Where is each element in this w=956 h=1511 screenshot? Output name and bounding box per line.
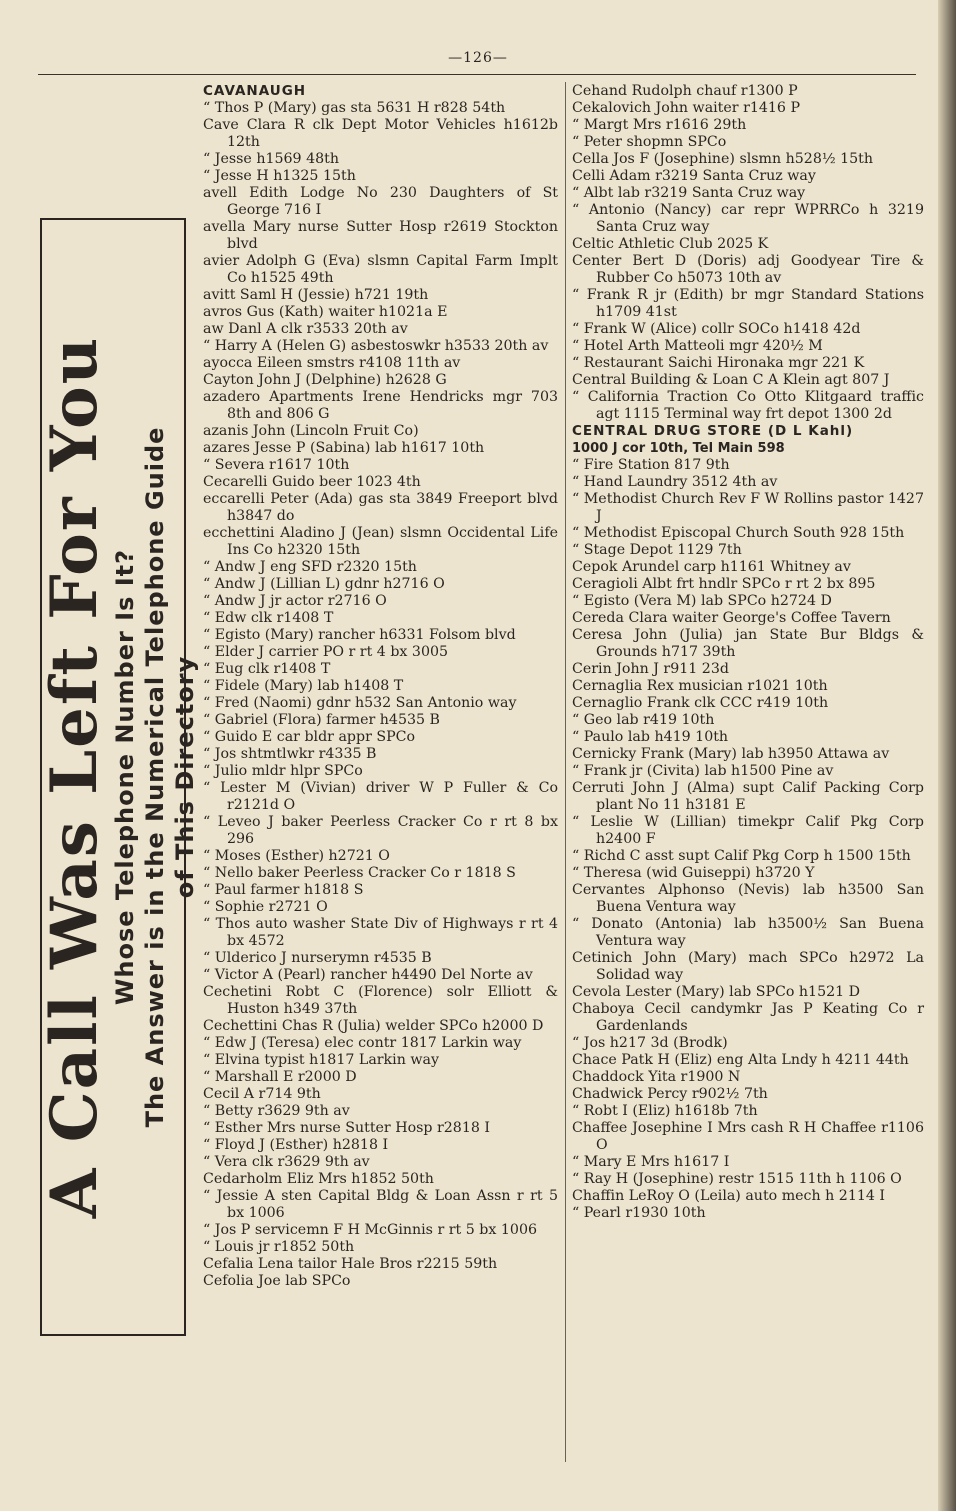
directory-entry: Celtic Athletic Club 2025 K <box>572 236 769 252</box>
directory-heading: CENTRAL DRUG STORE (D L Kahl) <box>572 423 854 439</box>
directory-entry: “ Methodist Church Rev F W Rollins pastor 1427 J <box>572 491 924 524</box>
directory-entry: ayocca Eileen smstrs r4108 11th av <box>203 355 461 371</box>
right-directory-column <box>572 83 924 1222</box>
directory-entry: Cechetini Robt C (Florence) solr Elliott & Huston h349 37th <box>203 984 558 1017</box>
directory-entry: Cervantes Alphonso (Nevis) lab h3500 San Buena Ventura way <box>572 882 924 915</box>
directory-entry: Chadwick Percy r902½ 7th <box>572 1086 768 1102</box>
page-number: —126— <box>448 50 508 66</box>
directory-entry: “ Ulderico J nurserymn r4535 B <box>203 950 432 966</box>
directory-entry: Ceresa John (Julia) jan State Bur Bldgs & Grounds h717 39th <box>572 627 924 660</box>
directory-entry: Central Building & Loan C A Klein agt 807 J <box>572 372 890 388</box>
directory-entry: “ Margt Mrs r1616 29th <box>572 117 747 133</box>
directory-entry: “ Jos P servicemn F H McGinnis r rt 5 bx 1006 <box>203 1222 537 1238</box>
directory-entry: “ Edw clk r1408 T <box>203 610 334 626</box>
directory-entry: “ Thos auto washer State Div of Highways r rt 4 bx 4572 <box>203 916 558 949</box>
directory-entry: “ Julio mldr hlpr SPCo <box>203 763 363 779</box>
directory-entry: “ Gabriel (Flora) farmer h4535 B <box>203 712 440 728</box>
directory-entry: “ Leslie W (Lillian) timekpr Calif Pkg Corp h2400 F <box>572 814 924 847</box>
directory-entry: Chaddock Yita r1900 N <box>572 1069 741 1085</box>
directory-entry: “ Fred (Naomi) gdnr h532 San Antonio way <box>203 695 517 711</box>
directory-entry: “ Frank R jr (Edith) br mgr Standard Stations h1709 41st <box>572 287 924 320</box>
directory-entry: “ Vera clk r3629 9th av <box>203 1154 370 1170</box>
telephone-guide-advertisement <box>37 218 199 1336</box>
directory-entry: “ Andw J (Lillian L) gdnr h2716 O <box>203 576 445 592</box>
directory-entry: “ Harry A (Helen G) asbestoswkr h3533 20th av <box>203 338 549 354</box>
directory-entry: “ Fire Station 817 9th <box>572 457 730 473</box>
directory-entry: “ Peter shopmn SPCo <box>572 134 727 150</box>
directory-entry: Cernicky Frank (Mary) lab h3950 Attawa av <box>572 746 890 762</box>
directory-entry: “ Esther Mrs nurse Sutter Hosp r2818 I <box>203 1120 491 1136</box>
directory-entry: “ Richd C asst supt Calif Pkg Corp h 1500 15th <box>572 848 911 864</box>
directory-entry: “ Andw J eng SFD r2320 15th <box>203 559 417 575</box>
directory-entry: “ Jesse h1569 48th <box>203 151 339 167</box>
directory-entry: avitt Saml H (Jessie) h721 19th <box>203 287 429 303</box>
directory-entry: “ Stage Depot 1129 7th <box>572 542 742 558</box>
directory-entry: Cevola Lester (Mary) lab SPCo h1521 D <box>572 984 861 1000</box>
directory-entry: Cefalia Lena tailor Hale Bros r2215 59th <box>203 1256 498 1272</box>
column-divider <box>565 82 566 1462</box>
directory-entry: Celli Adam r3219 Santa Cruz way <box>572 168 816 184</box>
directory-entry: avella Mary nurse Sutter Hosp r2619 Stockton blvd <box>203 219 558 252</box>
directory-entry: “ Jesse H h1325 15th <box>203 168 356 184</box>
directory-entry: Chaffin LeRoy O (Leila) auto mech h 2114 I <box>572 1188 886 1204</box>
directory-entry: “ Marshall E r2000 D <box>203 1069 357 1085</box>
ad-headline: A Call Was Left For You <box>37 335 112 1219</box>
directory-entry: “ Louis jr r1852 50th <box>203 1239 355 1255</box>
directory-entry: “ Jos shtmtlwkr r4335 B <box>203 746 377 762</box>
header-rule <box>38 74 916 75</box>
directory-entry: Cedarholm Eliz Mrs h1852 50th <box>203 1171 434 1187</box>
directory-entry: Cerruti John J (Alma) supt Calif Packing Corp plant No 11 h3181 E <box>572 780 924 813</box>
directory-entry: “ Methodist Episcopal Church South 928 15th <box>572 525 905 541</box>
directory-entry: “ Hotel Arth Matteoli mgr 420½ M <box>572 338 823 354</box>
directory-entry: “ Edw J (Teresa) elec contr 1817 Larkin way <box>203 1035 522 1051</box>
directory-entry: “ Donato (Antonia) lab h3500½ San Buena Ventura way <box>572 916 924 949</box>
directory-entry: “ Geo lab r419 10th <box>572 712 715 728</box>
directory-entry: Cayton John J (Delphine) h2628 G <box>203 372 447 388</box>
directory-entry: “ Restaurant Saichi Hironaka mgr 221 K <box>572 355 865 371</box>
directory-entry: “ Elvina typist h1817 Larkin way <box>203 1052 439 1068</box>
directory-entry: Cehand Rudolph chauf r1300 P <box>572 83 798 99</box>
directory-entry: “ Eug clk r1408 T <box>203 661 331 677</box>
directory-entry: Chaffee Josephine I Mrs cash R H Chaffee r1106 O <box>572 1120 924 1153</box>
directory-entry: “ Ray H (Josephine) restr 1515 11th h 1106 O <box>572 1171 902 1187</box>
directory-entry: ecchettini Aladino J (Jean) slsmn Occidental Life Ins Co h2320 15th <box>203 525 558 558</box>
directory-entry: “ Egisto (Vera M) lab SPCo h2724 D <box>572 593 832 609</box>
directory-entry: Cernaglia Rex musician r1021 10th <box>572 678 828 694</box>
directory-entry: avros Gus (Kath) waiter h1021a E <box>203 304 448 320</box>
directory-entry: “ Pearl r1930 10th <box>572 1205 706 1221</box>
directory-entry: “ Severa r1617 10th <box>203 457 350 473</box>
directory-heading: 1000 J cor 10th, Tel Main 598 <box>572 441 785 456</box>
directory-entry: “ Albt lab r3219 Santa Cruz way <box>572 185 806 201</box>
directory-entry: “ Paulo lab h419 10th <box>572 729 729 745</box>
directory-entry: azanis John (Lincoln Fruit Co) <box>203 423 419 439</box>
directory-entry: “ California Traction Co Otto Klitgaard traffic agt 1115 Terminal way frt depot 1300 2d <box>572 389 924 422</box>
directory-entry: “ Leveo J baker Peerless Cracker Co r rt 8 bx 296 <box>203 814 558 847</box>
directory-entry: Cechettini Chas R (Julia) welder SPCo h2000 D <box>203 1018 544 1034</box>
directory-heading: CAVANAUGH <box>203 83 307 99</box>
directory-entry: Cetinich John (Mary) mach SPCo h2972 La Solidad way <box>572 950 924 983</box>
directory-entry: azadero Apartments Irene Hendricks mgr 703 8th and 806 G <box>203 389 558 422</box>
directory-entry: Cernaglio Frank clk CCC r419 10th <box>572 695 829 711</box>
directory-entry: avier Adolph G (Eva) slsmn Capital Farm Implt Co h1525 49th <box>203 253 558 286</box>
directory-entry: Cepok Arundel carp h1161 Whitney av <box>572 559 851 575</box>
directory-entry: Cereda Clara waiter George's Coffee Tavern <box>572 610 891 626</box>
directory-entry: “ Nello baker Peerless Cracker Co r 1818 S <box>203 865 516 881</box>
directory-entry: “ Victor A (Pearl) rancher h4490 Del Norte av <box>203 967 533 983</box>
left-directory-column <box>203 83 558 1290</box>
directory-entry: Chace Patk H (Eliz) eng Alta Lndy h 4211 44th <box>572 1052 909 1068</box>
ad-subheadline: Whose Telephone Number Is It? <box>111 548 139 1006</box>
directory-entry: “ Andw J jr actor r2716 O <box>203 593 387 609</box>
directory-entry: “ Guido E car bldr appr SPCo <box>203 729 416 745</box>
directory-entry: “ Lester M (Vivian) driver W P Fuller & Co r2121d O <box>203 780 558 813</box>
advertisement-text-rotated <box>37 232 199 1322</box>
directory-entry: “ Mary E Mrs h1617 I <box>572 1154 730 1170</box>
directory-entry: “ Floyd J (Esther) h2818 I <box>203 1137 389 1153</box>
directory-entry: Chaboya Cecil candymkr Jas P Keating Co r Gardenlands <box>572 1001 924 1034</box>
directory-entry: Ceragioli Albt frt hndlr SPCo r rt 2 bx 895 <box>572 576 876 592</box>
directory-entry: “ Betty r3629 9th av <box>203 1103 350 1119</box>
directory-entry: “ Sophie r2721 O <box>203 899 328 915</box>
directory-entry: Center Bert D (Doris) adj Goodyear Tire & Rubber Co h5073 10th av <box>572 253 924 286</box>
directory-entry: “ Robt I (Eliz) h1618b 7th <box>572 1103 758 1119</box>
directory-entry: Cefolia Joe lab SPCo <box>203 1273 351 1289</box>
directory-entry: azares Jesse P (Sabina) lab h1617 10th <box>203 440 485 456</box>
directory-entry: “ Elder J carrier PO r rt 4 bx 3005 <box>203 644 449 660</box>
directory-entry: “ Jos h217 3d (Brodk) <box>572 1035 728 1051</box>
directory-entry: “ Theresa (wid Guiseppi) h3720 Y <box>572 865 815 881</box>
directory-entry: “ Hand Laundry 3512 4th av <box>572 474 778 490</box>
directory-entry: “ Egisto (Mary) rancher h6331 Folsom blvd <box>203 627 516 643</box>
directory-entry: Cecil A r714 9th <box>203 1086 321 1102</box>
directory-entry: Cerin John J r911 23d <box>572 661 729 677</box>
directory-entry: Cave Clara R clk Dept Motor Vehicles h1612b 12th <box>203 117 558 150</box>
directory-entry: Cella Jos F (Josephine) slsmn h528½ 15th <box>572 151 874 167</box>
directory-entry: “ Paul farmer h1818 S <box>203 882 364 898</box>
ad-line-3: The Answer is in the Numerical Telephone Guide <box>141 426 169 1128</box>
page-edge-shadow <box>938 0 956 1511</box>
directory-entry: “ Thos P (Mary) gas sta 5631 H r828 54th <box>203 100 506 116</box>
directory-entry: eccarelli Peter (Ada) gas sta 3849 Freeport blvd h3847 do <box>203 491 558 524</box>
directory-entry: “ Frank jr (Civita) lab h1500 Pine av <box>572 763 834 779</box>
directory-entry: “ Antonio (Nancy) car repr WPRRCo h 3219 Santa Cruz way <box>572 202 924 235</box>
ad-line-4: of This Directory <box>171 655 199 899</box>
directory-entry: “ Fidele (Mary) lab h1408 T <box>203 678 404 694</box>
directory-entry: “ Frank W (Alice) collr SOCo h1418 42d <box>572 321 861 337</box>
directory-entry: “ Moses (Esther) h2721 O <box>203 848 390 864</box>
directory-entry: Cecarelli Guido beer 1023 4th <box>203 474 421 490</box>
directory-entry: “ Jessie A sten Capital Bldg & Loan Assn r rt 5 bx 1006 <box>203 1188 558 1221</box>
directory-entry: avell Edith Lodge No 230 Daughters of St George 716 I <box>203 185 558 218</box>
directory-entry: aw Danl A clk r3533 20th av <box>203 321 408 337</box>
directory-entry: Cekalovich John waiter r1416 P <box>572 100 801 116</box>
